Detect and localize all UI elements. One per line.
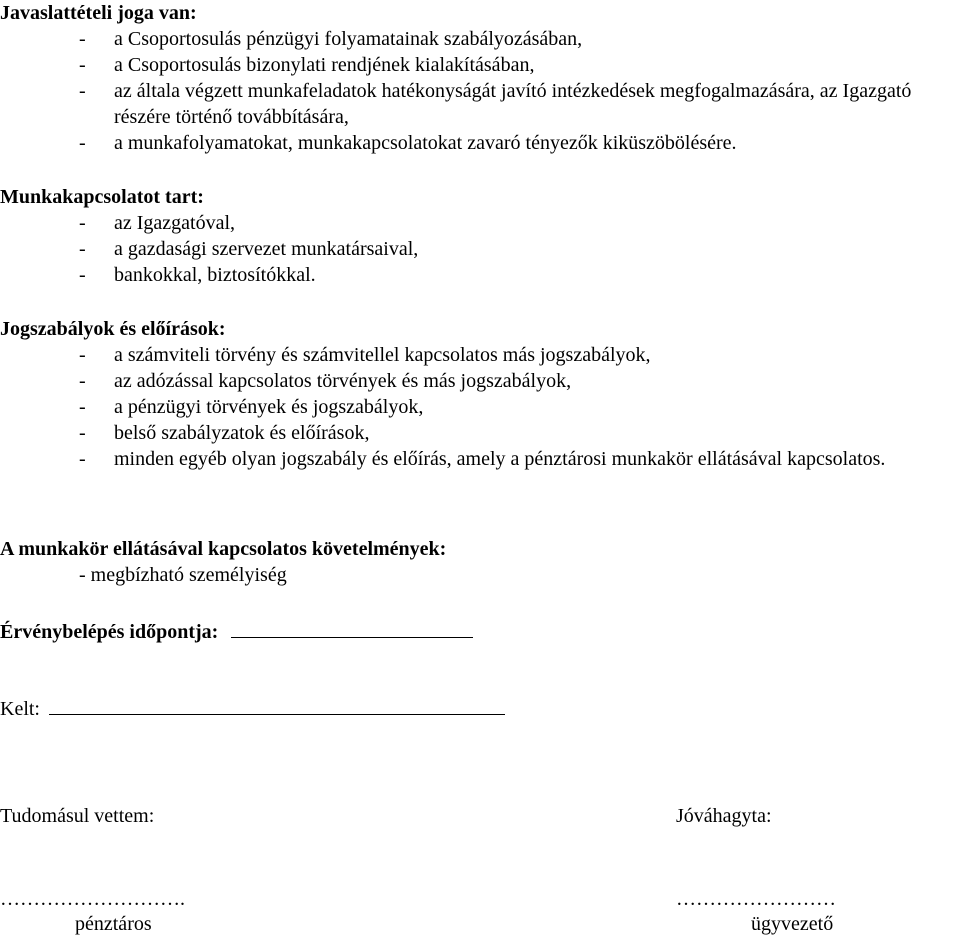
effective-date-field (0, 619, 473, 645)
dash-marker: - (79, 370, 86, 392)
section-jogszabalyok (0, 316, 960, 472)
list-item-text: a pénzügyi törvények és jogszabályok, (114, 396, 424, 418)
list-item-text: minden egyéb olyan jogszabály és előírás, amely a pénztárosi munkakör ellátásával kapcsolatos. (114, 448, 886, 470)
list-item (0, 420, 960, 446)
list-item-text: a Csoportosulás pénzügyi folyamatainak szabályozásában, (114, 28, 583, 50)
signature-left-dots: ………………………. (0, 888, 185, 910)
section-munkakapcsolat (0, 184, 960, 288)
dash-marker: - (79, 344, 86, 366)
dash-marker: - (79, 238, 86, 260)
dash-marker: - (79, 212, 86, 234)
list-item (0, 368, 960, 394)
dash-marker: - (79, 264, 86, 286)
dash-marker: - (79, 396, 86, 418)
signature-left-title: Tudomásul vettem: (0, 805, 155, 827)
effective-date-label: Érvénybelépés időpontja: (0, 621, 219, 643)
section-kovetelmenyek (0, 536, 960, 588)
list-item-text: az Igazgatóval, (114, 212, 236, 234)
signature-right-title: Jóváhagyta: (676, 805, 772, 827)
dash-marker: - (79, 422, 86, 444)
dash-marker: - (79, 28, 86, 50)
dash-marker: - (79, 80, 86, 102)
list-item-text: az általa végzett munkafeladatok hatékonyságát javító intézkedések megfogalmazására, az Igazgató részére történő továbbítására, (114, 80, 912, 128)
list-item (0, 342, 960, 368)
section-heading: Javaslattételi joga van: (0, 2, 197, 24)
dash-marker: - (79, 448, 86, 470)
section-javaslattetel (0, 0, 960, 156)
signature-right-role: ügyvezető (751, 913, 834, 935)
list-item-text: a Csoportosulás bizonylati rendjének kialakításában, (114, 54, 535, 76)
list-item (0, 446, 960, 472)
dash-marker: - (79, 54, 86, 76)
section-heading: Munkakapcsolatot tart: (0, 186, 204, 208)
section-heading: A munkakör ellátásával kapcsolatos követelmények: (0, 538, 447, 560)
list-item-text: az adózással kapcsolatos törvények és más jogszabályok, (114, 370, 572, 392)
list-item-text: a munkafolyamatokat, munkakapcsolatokat zavaró tényezők kiküszöbölésére. (114, 132, 737, 154)
date-field (0, 696, 505, 722)
list-item (0, 52, 960, 78)
signature-left-role: pénztáros (75, 913, 152, 935)
bullet-list (0, 342, 960, 472)
list-item (0, 236, 960, 262)
date-label: Kelt: (0, 698, 40, 720)
bullet-list (0, 26, 960, 156)
effective-date-line (231, 619, 473, 638)
list-item (0, 26, 960, 52)
list-item-text: a számviteli törvény és számvitellel kapcsolatos más jogszabályok, (114, 344, 651, 366)
signature-right-dots: …………………… (676, 888, 836, 910)
list-item (0, 130, 960, 156)
requirement-item: - megbízható személyiség (79, 564, 287, 586)
list-item-text: bankokkal, biztosítókkal. (114, 264, 316, 286)
list-item-text: a gazdasági szervezet munkatársaival, (114, 238, 419, 260)
list-item (0, 210, 960, 236)
list-item (0, 78, 960, 130)
list-item (0, 262, 960, 288)
list-item-text: belső szabályzatok és előírások, (114, 422, 370, 444)
date-line (49, 696, 505, 715)
section-heading: Jogszabályok és előírások: (0, 318, 226, 340)
dash-marker: - (79, 132, 86, 154)
bullet-list (0, 210, 960, 288)
list-item (0, 394, 960, 420)
